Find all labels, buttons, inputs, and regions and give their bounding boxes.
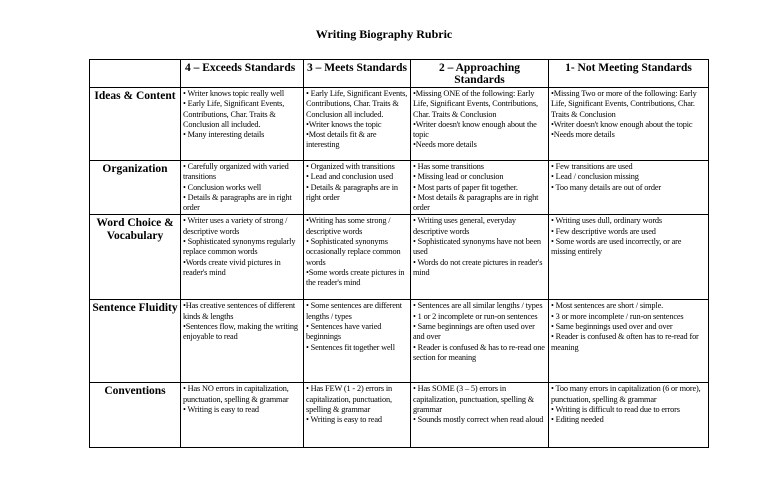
criterion-item: • Editing needed <box>551 415 604 425</box>
criteria-cell-level-2 <box>411 88 549 161</box>
criteria-cell-level-1 <box>549 300 709 383</box>
criteria-cell-level-4 <box>181 215 304 300</box>
criteria-cell-level-1 <box>549 215 709 300</box>
category-label: Conventions <box>90 383 181 448</box>
criterion-item: •Writer doesn't know enough about the topic <box>413 119 537 140</box>
criterion-item: •Writer doesn't know enough about the topic <box>551 119 693 129</box>
criterion-item: • Has SOME (3 – 5) errors in capitalization, punctuation, spelling & grammar <box>413 384 535 415</box>
criterion-item: • Lead / conclusion missing <box>551 172 639 182</box>
criterion-item: •Needs more details <box>551 130 615 140</box>
criterion-item: • Too many errors in capitalization (6 or more), punctuation, spelling & grammar <box>551 384 701 404</box>
criterion-item: • Details & paragraphs are in right order <box>306 182 398 202</box>
criterion-item: • Early Life, Significant Events, Contributions, Char. Traits & Conclusion all included. <box>183 99 285 129</box>
rubric-body <box>90 88 709 448</box>
criteria-cell-level-3 <box>304 161 411 215</box>
criterion-item: •Some words create pictures in the reader's mind <box>306 267 405 288</box>
criterion-item: • 3 or more incomplete / run-on sentences <box>551 311 684 321</box>
criterion-item: • Writing uses general, everyday descriptive words <box>413 216 516 236</box>
criterion-item: • Reader is confused & has to re-read one section for meaning <box>413 342 545 362</box>
criterion-item: • Writing is difficult to read due to errors <box>551 405 680 415</box>
criteria-cell-level-2 <box>411 215 549 300</box>
criterion-item: • Few descriptive words are used <box>551 226 656 236</box>
criterion-item: • Writer uses a variety of strong / descriptive words <box>183 216 288 236</box>
criterion-item: • Lead and conclusion used <box>306 172 394 182</box>
criterion-item: • Most sentences are short / simple. <box>551 301 664 311</box>
header-corner <box>90 60 181 88</box>
rubric-row-sentence-fluidity <box>90 300 709 383</box>
criterion-item: • Writing is easy to read <box>183 405 259 415</box>
criterion-item: • Has some transitions <box>413 162 484 171</box>
header-row <box>90 60 709 88</box>
criterion-item: • Writing is easy to read <box>306 415 382 425</box>
criterion-item: • Sentences fit together well <box>306 342 395 352</box>
criterion-item: • Most parts of paper fit together. <box>413 182 518 192</box>
criteria-cell-level-3 <box>304 88 411 161</box>
criterion-item: •Missing ONE of the following: Early Life, Significant Events, Contributions, Char. Traits & Conclusion <box>413 89 538 119</box>
criteria-cell-level-3 <box>304 383 411 448</box>
criteria-cell-level-1 <box>549 383 709 448</box>
criterion-item: • Most details & paragraphs are in right order <box>413 192 539 213</box>
category-label: Organization <box>90 161 181 215</box>
criterion-item: • Has FEW (1 - 2) errors in capitalization, punctuation, spelling & grammar <box>306 384 393 415</box>
criterion-item: • Some words are used incorrectly, or are missing entirely <box>551 237 682 257</box>
rubric-row-organization <box>90 161 709 215</box>
criterion-item: • Early Life, Significant Events, Contributions, Char. Traits & Conclusion all included. <box>306 89 408 119</box>
category-label: Ideas & Content <box>90 88 181 161</box>
rubric-row-word-choice <box>90 215 709 300</box>
criterion-item: • Missing lead or conclusion <box>413 172 504 182</box>
criteria-cell-level-3 <box>304 300 411 383</box>
criterion-item: • Sophisticated synonyms occasionally replace common words <box>306 237 401 267</box>
criterion-item: • Sophisticated synonyms have not been used <box>413 237 541 257</box>
header-level-4: 4 – Exceeds Standards <box>181 60 304 88</box>
category-label: Word Choice & Vocabulary <box>90 215 181 300</box>
criterion-item: • Reader is confused & often has to re-read for meaning <box>551 332 699 352</box>
header-level-1: 1- Not Meeting Standards <box>549 60 709 88</box>
criterion-item: •Writer knows the topic <box>306 119 382 129</box>
rubric-row-ideas-content <box>90 88 709 161</box>
rubric-row-conventions <box>90 383 709 448</box>
page-title: Writing Biography Rubric <box>315 27 453 41</box>
rubric-table <box>89 59 709 448</box>
criterion-item: •Most details fit & are interesting <box>306 130 377 150</box>
criteria-cell-level-2 <box>411 300 549 383</box>
criteria-cell-level-2 <box>411 161 549 215</box>
criterion-item: • Words do not create pictures in reader's mind <box>413 257 543 277</box>
criterion-item: • Has NO errors in capitalization, punctuation, spelling & grammar <box>183 384 289 404</box>
criterion-item: • Same beginnings are often used over and over <box>413 322 535 342</box>
criteria-cell-level-1 <box>549 88 709 161</box>
criterion-item: • Sentences have varied beginnings <box>306 322 382 342</box>
criterion-item: • Organized with transitions <box>306 162 395 171</box>
criterion-item: • Some sentences are different lengths / types <box>306 301 402 321</box>
criterion-item: • Carefully organized with varied transitions <box>183 162 289 182</box>
criterion-item: •Words create vivid pictures in reader's mind <box>183 257 281 277</box>
criterion-item: •Missing Two or more of the following: Early Life, Significant Events, Contributions, Char. Traits & Conclusion <box>551 89 697 119</box>
criterion-item: • Writer knows topic really well <box>183 89 285 98</box>
criteria-cell-level-4 <box>181 300 304 383</box>
criterion-item: • Sounds mostly correct when read aloud <box>413 415 544 425</box>
criterion-item: • 1 or 2 incomplete or run-on sentences <box>413 311 538 321</box>
criterion-item: • Sophisticated synonyms regularly replace common words <box>183 237 296 257</box>
criterion-item: •Writing has some strong / descriptive words <box>306 216 391 236</box>
criterion-item: •Needs more details <box>413 140 477 150</box>
criterion-item: • Writing uses dull, ordinary words <box>551 216 663 226</box>
criterion-item: •Sentences flow, making the writing enjoyable to read <box>183 322 298 342</box>
criterion-item: • Sentences are all similar lengths / types <box>413 301 543 311</box>
criterion-item: • Details & paragraphs are in right order <box>183 192 292 213</box>
criteria-cell-level-2 <box>411 383 549 448</box>
criterion-item: • Conclusion works well <box>183 182 262 192</box>
category-label: Sentence Fluidity <box>90 300 181 383</box>
header-level-2: 2 – Approaching Standards <box>411 60 549 88</box>
criterion-item: • Many interesting details <box>183 130 265 140</box>
criteria-cell-level-4 <box>181 161 304 215</box>
criteria-cell-level-4 <box>181 88 304 161</box>
header-level-3: 3 – Meets Standards <box>304 60 411 88</box>
criteria-cell-level-3 <box>304 215 411 300</box>
criterion-item: • Few transitions are used <box>551 162 633 171</box>
criterion-item: • Too many details are out of order <box>551 182 662 192</box>
criterion-item: •Has creative sentences of different kinds & lengths <box>183 301 296 321</box>
criteria-cell-level-4 <box>181 383 304 448</box>
criteria-cell-level-1 <box>549 161 709 215</box>
criterion-item: • Same beginnings used over and over <box>551 322 673 332</box>
